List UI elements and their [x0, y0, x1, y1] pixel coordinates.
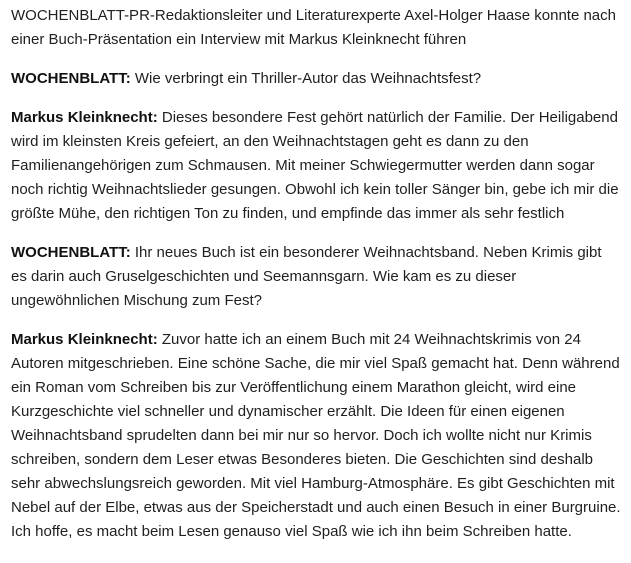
question-paragraph — [11, 67, 621, 91]
speaker-label: Markus Kleinknecht: — [11, 109, 158, 126]
paragraph-text: Dieses besondere Fest gehört natürlich der Familie. Der Heiligabend wird im kleinsten Kreis gefeiert, an den Weihnachtstagen geht es dann zu den Familienangehörigen zum Schmausen. Mit meiner Schwiegermutter werden dann sogar noch richtig Weihnachtslieder gesungen. Obwohl ich kein toller Sänger bin, gebe ich mir die größte Mühe, den richtigen Ton zu finden, und empfinde das immer als sehr festlich — [11, 109, 619, 222]
paragraph-text: Ihr neues Buch ist ein besonderer Weihnachtsband. Neben Krimis gibt es darin auch Gruselgeschichten und Seemannsgarn. Wie kam es zu dieser ungewöhnlichen Mischung zum Fest? — [11, 244, 602, 309]
intro-paragraph: WOCHENBLATT-PR-Redaktionsleiter und Literaturexperte Axel-Holger Haase konnte nach einer Buch-Präsentation ein Interview mit Markus Kleinknecht führen — [11, 7, 616, 48]
answer-paragraph — [11, 328, 621, 544]
paragraph-text: Zuvor hatte ich an einem Buch mit 24 Weihnachtskrimis von 24 Autoren mitgeschrieben. Eine schöne Sache, die mir viel Spaß gemacht hat. Denn während ein Roman vom Schreiben bis zur Veröffentlichung einem Marathon gleicht, wird eine Kurzgeschichte viel schneller und dynamischer erzählt. Die Ideen für einen eigenen Weihnachtsband sprudelten dann bei mir nur so hervor. Doch ich wollte nicht nur Krimis schreiben, sondern dem Leser etwas Besonderes bieten. Die Geschichten sind deshalb sehr abwechslungsreich geworden. Mit viel Hamburg-Atmosphäre. Es gibt Geschichten mit Nebel auf der Elbe, etwas aus der Speicherstadt und auch einen Besuch in einer Burgruine. Ich hoffe, es macht beim Lesen genauso viel Spaß wie ich ihn beim Schreiben hatte. — [11, 331, 621, 540]
answer-paragraph — [11, 106, 621, 226]
speaker-label: WOCHENBLATT: — [11, 70, 131, 87]
speaker-label: Markus Kleinknecht: — [11, 331, 158, 348]
paragraph-text: Wie verbringt ein Thriller-Autor das Weihnachtsfest? — [130, 70, 482, 87]
question-paragraph — [11, 241, 621, 313]
speaker-label: WOCHENBLATT: — [11, 244, 131, 261]
